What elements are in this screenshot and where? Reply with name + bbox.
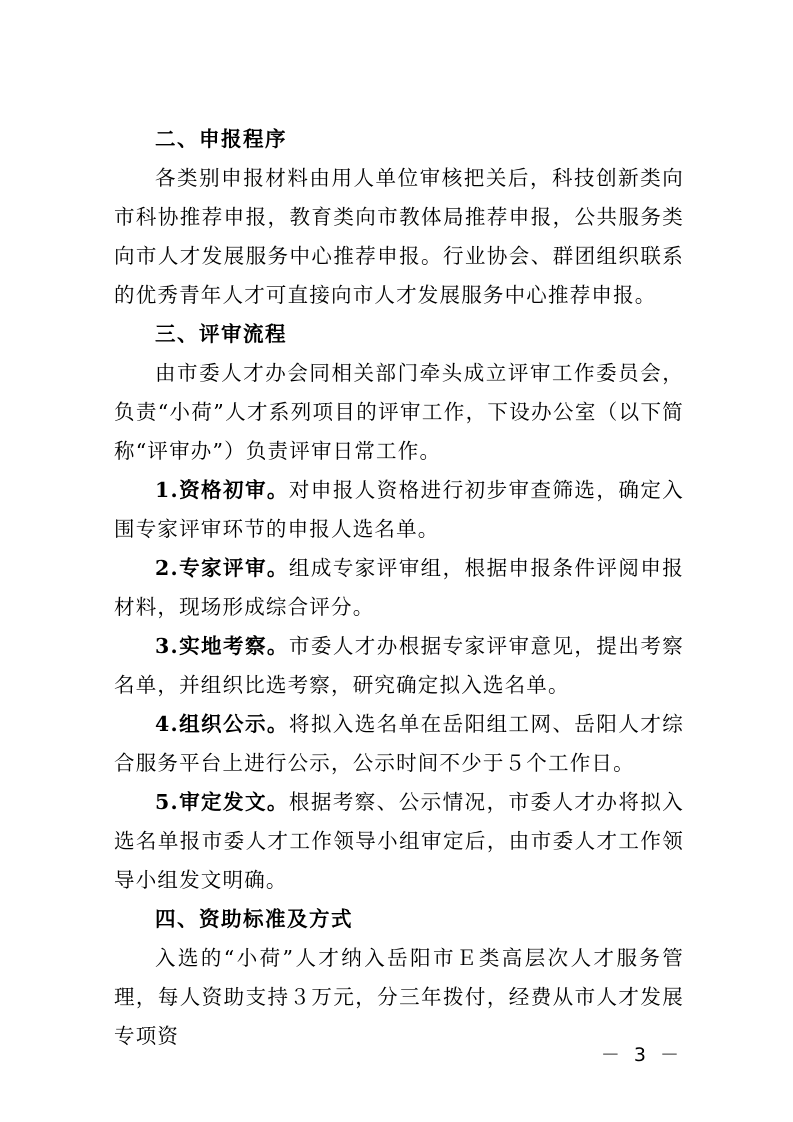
document-body	[114, 120, 684, 1056]
step-approval-issuance	[114, 783, 684, 900]
paragraph-review-committee: 由市委人才办会同相关部门牵头成立评审工作委员会，负责“小荷”人才系列项目的评审工作，下设办公室（以下简称“评审办”）负责评审日常工作。	[114, 361, 684, 463]
step-public-notice	[114, 705, 684, 783]
step-text: 对申报人资格进行初步审查筛选，确定入围专家评审环节的申报人选名单。	[114, 478, 684, 541]
step-title: 2.专家评审。	[155, 556, 289, 580]
paragraph-funding-standards: 入选的“小荷”人才纳入岳阳市Ｅ类高层次人才服务管理，每人资助支持３万元，分三年拨付，经费从市人才发展专项资	[114, 946, 684, 1048]
section-heading-review-process: 三、评审流程	[155, 322, 287, 346]
step-qualification-review	[114, 471, 684, 549]
page-number: － 3 －	[600, 1044, 683, 1066]
step-title: 1.资格初审。	[155, 478, 289, 502]
section-heading-funding-standards: 四、资助标准及方式	[155, 907, 353, 931]
step-title: 4.组织公示。	[155, 712, 289, 736]
step-text: 市委人才办根据专家评审意见，提出考察名单，并组织比选考察，研究确定拟入选名单。	[114, 634, 684, 697]
step-site-inspection	[114, 627, 684, 705]
step-title: 3.实地考察。	[155, 634, 289, 658]
step-text: 将拟入选名单在岳阳组工网、岳阳人才综合服务平台上进行公示，公示时间不少于５个工作日。	[114, 712, 684, 775]
paragraph-application-procedure: 各类别申报材料由用人单位审核把关后，科技创新类向市科协推荐申报，教育类向市教体局推荐申报，公共服务类向市人才发展服务中心推荐申报。行业协会、群团组织联系的优秀青年人才可直接向市人才发展服务中心推荐申报。	[114, 166, 684, 307]
section-heading-application-procedure: 二、申报程序	[155, 127, 287, 151]
step-text: 根据考察、公示情况，市委人才办将拟入选名单报市委人才工作领导小组审定后，由市委人才工作领导小组发文明确。	[114, 790, 684, 892]
step-expert-review	[114, 549, 684, 627]
step-text: 组成专家评审组，根据申报条件评阅申报材料，现场形成综合评分。	[114, 556, 684, 619]
step-title: 5.审定发文。	[155, 790, 289, 814]
